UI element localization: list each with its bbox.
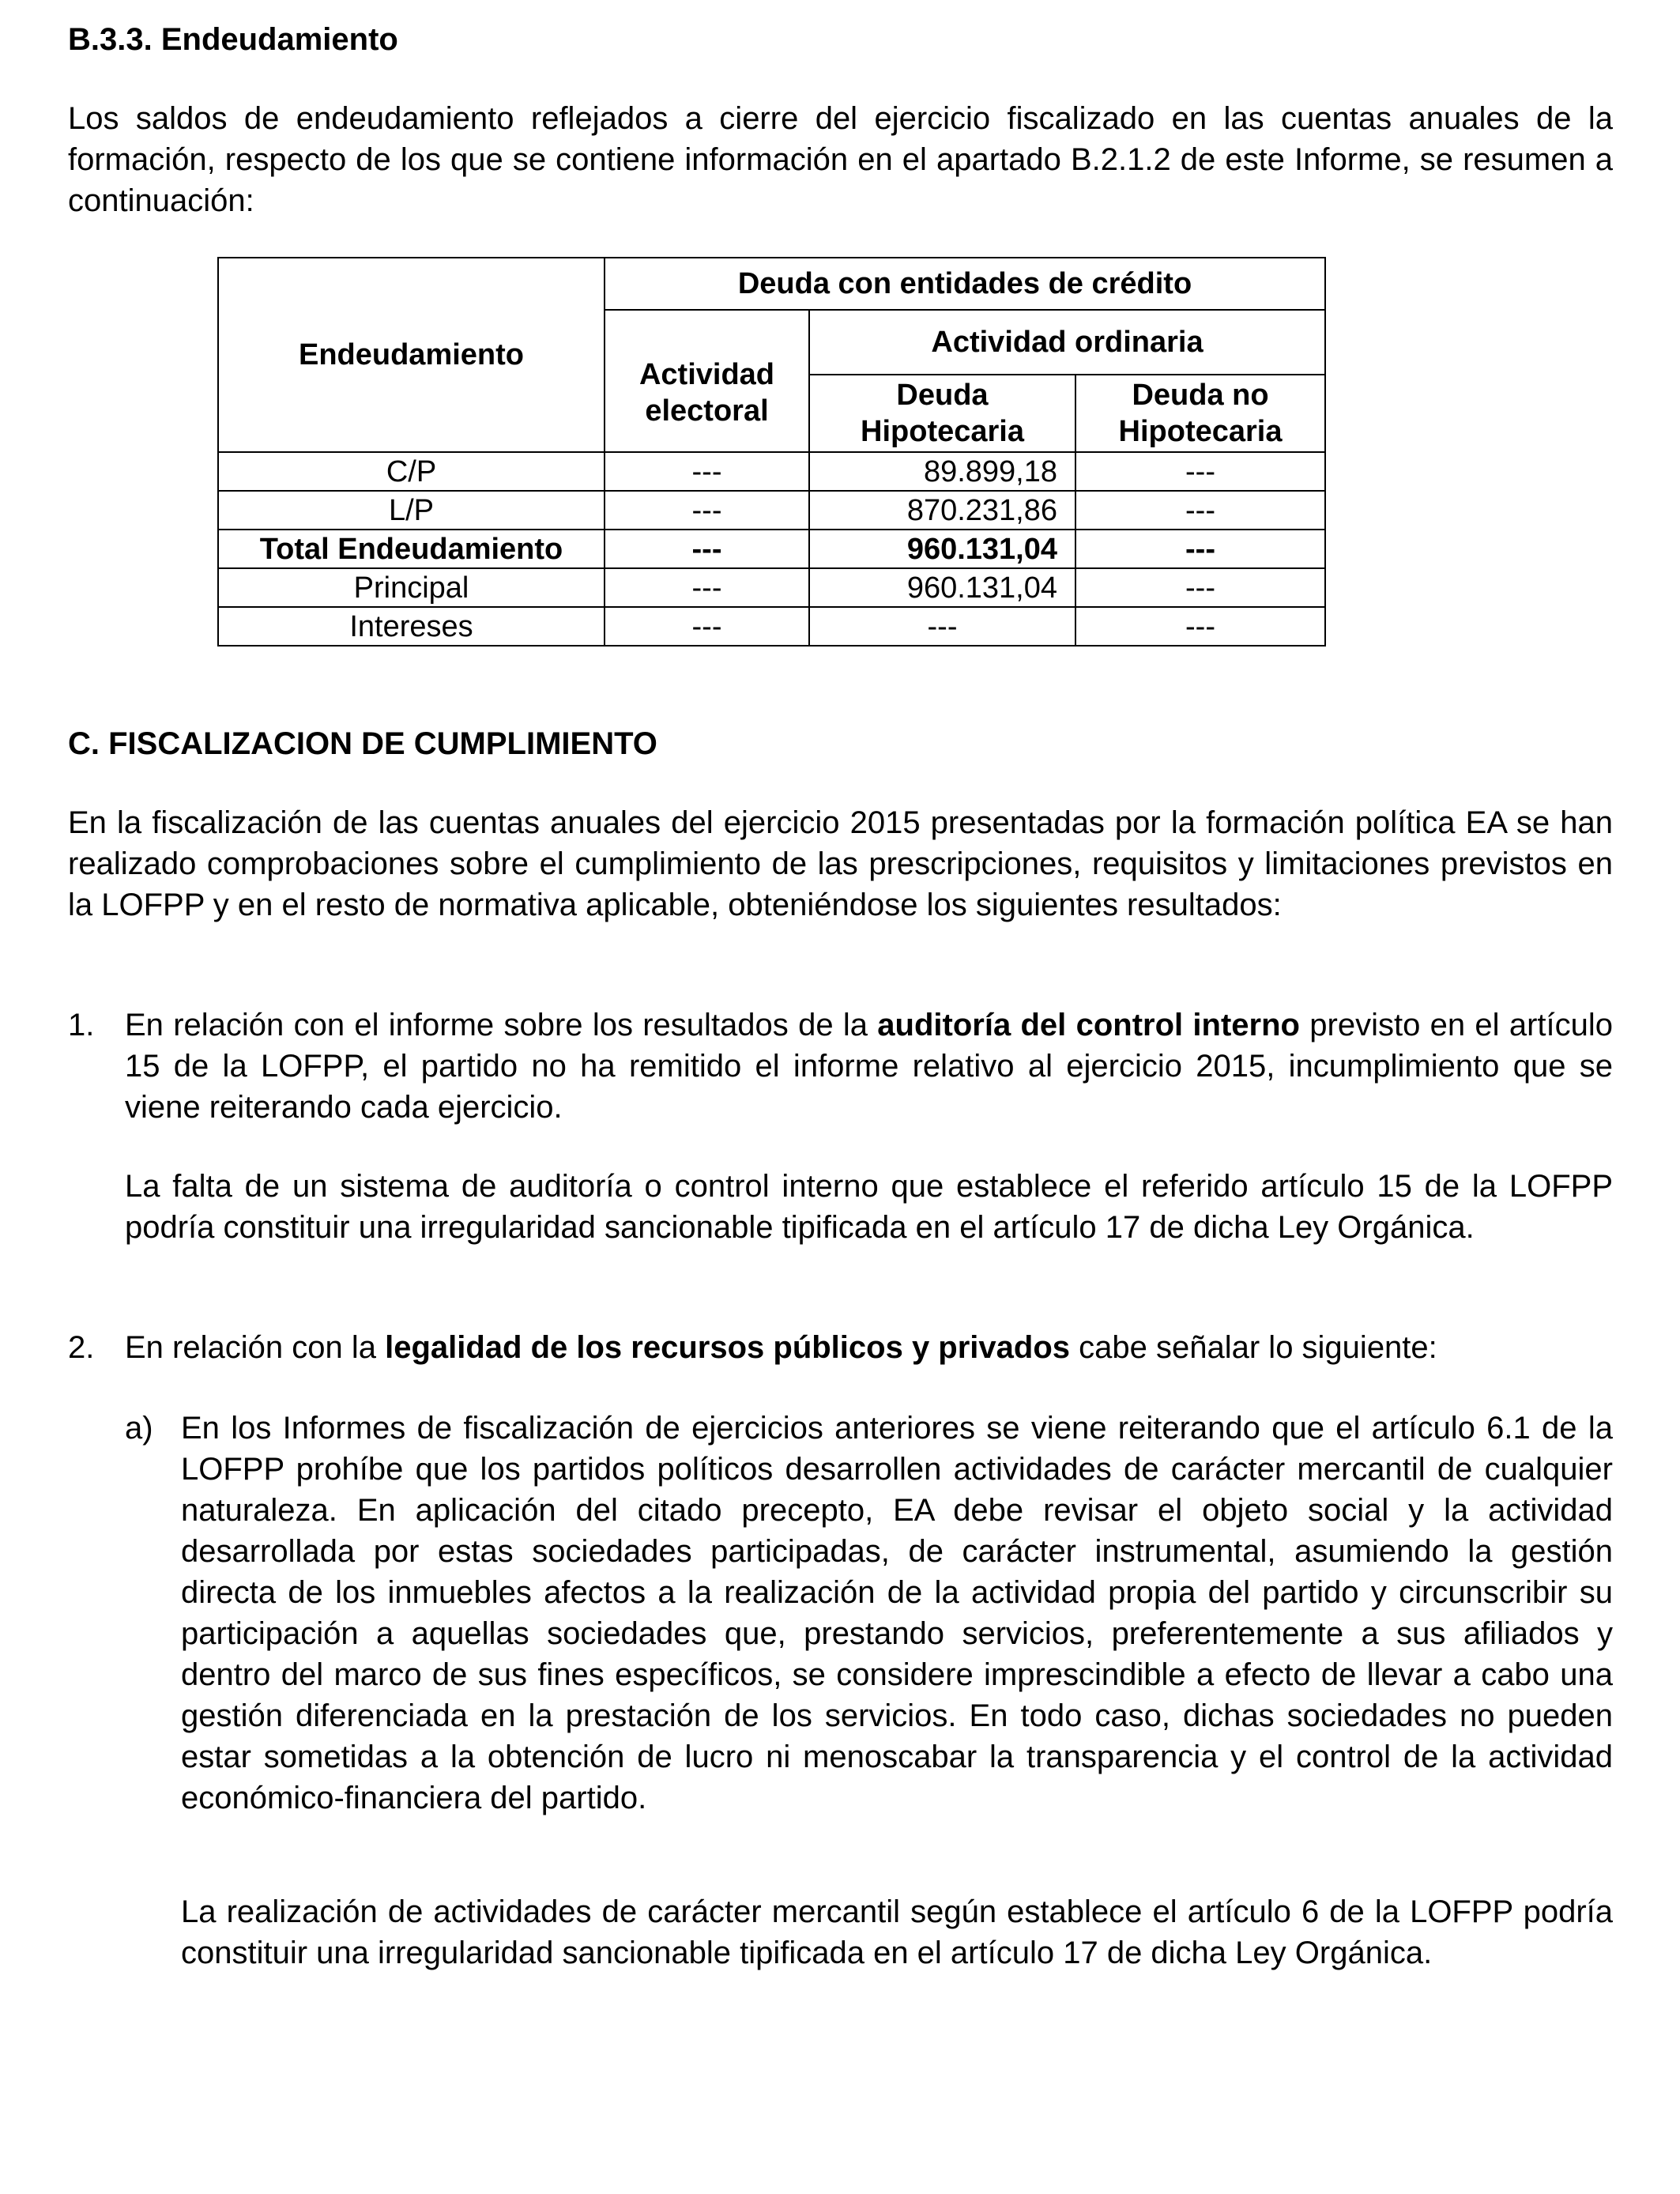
cell-no-hipotecaria: --- [1075,491,1325,530]
table-row-total [218,530,1325,568]
header-deuda-no-hipotecaria-line1: Deuda no [1132,379,1269,412]
list-item-1-para2: La falta de un sistema de auditoría o control interno que establece el referido artículo 15 de la LOFPP podría constituir una irregularidad sancionable tipificada en el artículo 17 de dicha Ley Orgánica. [125,1169,1613,1245]
cell-hipotecaria: 960.131,04 [809,568,1075,607]
cell-no-hipotecaria: --- [1075,530,1325,568]
section-c-intro: En la fiscalización de las cuentas anuales del ejercicio 2015 presentadas por la formación política EA se han realizado comprobaciones sobre el cumplimiento de las prescripciones, requisitos y limitaciones previstos en la LOFPP y en el resto de normativa aplicable, obteniéndose los siguientes resultados: [68,805,1613,922]
cell-hipotecaria: --- [809,607,1075,646]
row-label: Principal [218,568,605,607]
header-deuda-hipotecaria [809,375,1075,452]
list-item-number-1: 1. [68,1008,95,1042]
sub-item-a-text: En los Informes de fiscalización de ejercicios anteriores se viene reiterando que el artículo 6.1 de la LOFPP prohíbe que los partidos políticos desarrollen actividades de carácter mercantil de cualquier naturaleza. En aplicación del citado precepto, EA debe revisar el objeto social y la actividad desarrollada por estas sociedades participadas, de carácter instrumental, asumiendo la gestión directa de los inmuebles afectos a la realización de la actividad propia del partido y circunscribir su participación a aquellas sociedades que, prestando servicios, preferentemente a sus afiliados y dentro del marco de sus fines específicos, se considere imprescindible a efecto de llevar a cabo una gestión diferenciada en la prestación de los servicios. En todo caso, dichas sociedades no pueden estar sometidas a la obtención de lucro ni menoscabar la transparencia y el control de la actividad económico-financiera del partido. [181,1411,1613,1815]
row-label: L/P [218,491,605,530]
cell-electoral: --- [605,530,809,568]
header-deuda-hipotecaria-line1: Deuda [896,379,989,412]
header-deuda-hipotecaria-line2: Hipotecaria [861,415,1024,448]
cell-electoral: --- [605,607,809,646]
item1-pre: En relación con el informe sobre los resultados de la [125,1008,878,1042]
cell-electoral: --- [605,568,809,607]
header-deuda-no-hipotecaria [1075,375,1325,452]
cell-electoral: --- [605,491,809,530]
table-row [218,452,1325,491]
cell-hipotecaria: 870.231,86 [809,491,1075,530]
header-deuda-no-hipotecaria-line2: Hipotecaria [1118,415,1283,448]
debt-table [217,257,1326,647]
row-label: Total Endeudamiento [218,530,605,568]
item2-pre: En relación con la [125,1330,386,1365]
list-item-number-2: 2. [68,1330,95,1365]
cell-no-hipotecaria: --- [1075,607,1325,646]
table-row [218,568,1325,607]
header-actividad-electoral [605,310,809,452]
list-item-1-text [125,1005,1613,1128]
cell-no-hipotecaria: --- [1075,452,1325,491]
section-b33-intro: Los saldos de endeudamiento reflejados a cierre del ejercicio fiscalizado en las cuentas anuales de la formación, respecto de los que se contiene información en el apartado B.2.1.2 de este Informe, se resumen a continuación: [68,101,1613,218]
item2-post: cabe señalar lo siguiente: [1070,1330,1437,1365]
header-endeudamiento: Endeudamiento [218,258,605,452]
header-actividad-electoral-text: Actividad electoral [638,358,775,428]
sub-item-letter-a: a) [125,1411,153,1446]
list-item-2-text [125,1327,1613,1368]
cell-no-hipotecaria: --- [1075,568,1325,607]
cell-hipotecaria: 89.899,18 [809,452,1075,491]
section-heading-b33: B.3.3. Endeudamiento [68,22,398,57]
cell-electoral: --- [605,452,809,491]
cell-hipotecaria: 960.131,04 [809,530,1075,568]
table-row [218,607,1325,646]
item2-bold: legalidad de los recursos públicos y privados [385,1330,1071,1365]
sub-item-a-para2: La realización de actividades de carácter mercantil según establece el artículo 6 de la LOFPP podría constituir una irregularidad sancionable tipificada en el artículo 17 de dicha Ley Orgánica. [181,1894,1613,1970]
item1-bold: auditoría del control interno [877,1008,1300,1042]
row-label: Intereses [218,607,605,646]
item1-post: previsto en el artículo 15 de la LOFPP, el partido no ha remitido el informe relativo al ejercicio 2015, incumplimiento que se viene reiterando cada ejercicio. [125,1008,1613,1125]
section-heading-c: C. FISCALIZACION DE CUMPLIMIENTO [68,726,657,761]
header-deuda-entidades: Deuda con entidades de crédito [605,258,1325,310]
row-label: C/P [218,452,605,491]
debt-table-wrapper [217,257,1326,647]
table-row [218,491,1325,530]
header-actividad-ordinaria: Actividad ordinaria [809,310,1325,375]
